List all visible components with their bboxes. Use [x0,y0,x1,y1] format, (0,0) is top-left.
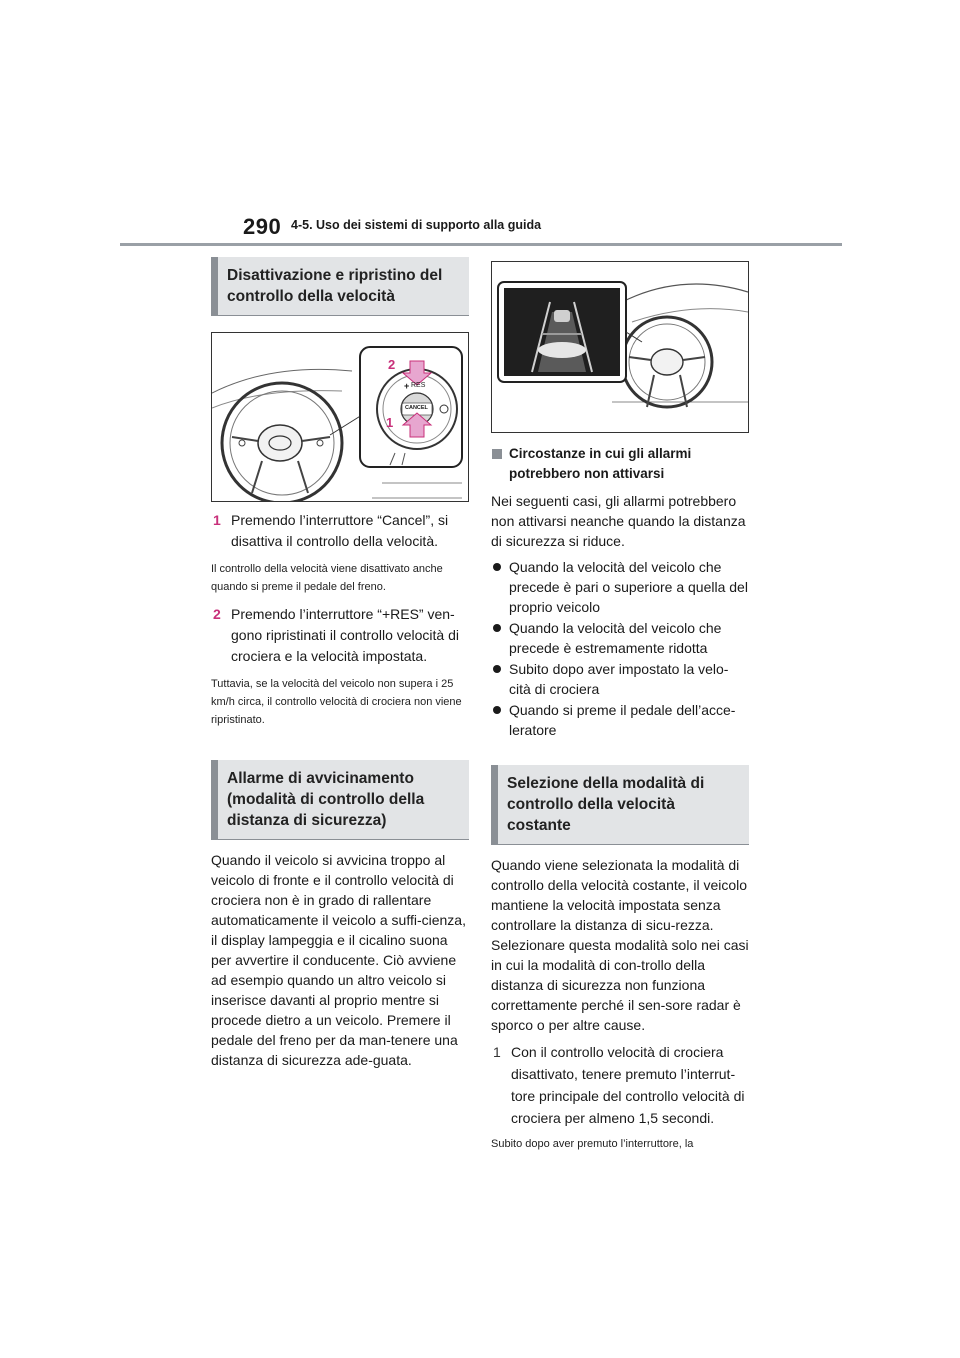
step-number: 2 [213,606,221,622]
square-bullet-icon [492,449,502,459]
left-column [211,257,469,1070]
list-item-text: Quando si preme il pedale dell’acce-leratore [509,702,736,738]
steering-switch-illustration [211,332,469,502]
paragraph-approach-warning: Quando il veicolo si avvicina troppo al veicolo di fronte e il controllo velocità di crociera non è in grado di rallentare automaticamente il veicolo a suffi-cienza, il display lampeggia e il cicalino suona per avvertire il conducente. Ciò avviene ad esempio quando un altro veicolo si inserisce davanti al proprio mentre si procede dietro a un veicolo. Premere il pedale del freno per da man-tenere una distanza di sicurezza ade-guata. [211,852,466,1068]
plus-label: + [404,381,410,391]
sub-heading-alarm-conditions [491,444,749,484]
dashboard-display-illustration [491,261,749,433]
heading-cancel-resume: Disattivazione e ripristino del controllo della velocità [211,257,469,316]
step-text: Premendo l’interruttore “Cancel”, si disattiva il controllo della velocità. [231,512,449,549]
list-item [491,659,749,699]
bullet-dot-icon [493,563,501,571]
alarm-conditions-list [491,557,749,740]
step-number: 1 [493,1044,501,1060]
callout-2: 2 [388,357,396,372]
list-item [491,557,749,617]
cancel-label: CANCEL [405,405,428,411]
step-text: Premendo l’interruttore “+RES” ven-gono ripristinati il controllo velocità di crociera e la velocità impostata. [231,606,459,664]
list-item-text: Quando la velocità del veicolo che precede è estremamente ridotta [509,620,722,656]
callout-1: 1 [386,415,394,430]
step-text: Con il controllo velocità di crociera disattivato, tenere premuto l’interrut-tore principale del controllo velocità di crociera per almeno 1,5 secondi. [511,1044,745,1126]
step-hold-main-switch [491,1041,749,1129]
list-item [491,700,749,740]
res-label: RES [411,382,426,389]
note-brake: Il controllo della velocità viene disattivato anche quando si preme il pedale del freno. [211,563,443,593]
step-cancel [211,510,469,552]
heading-approach-warning: Allarme di avvicinamento (modalità di controllo della distanza di sicurezza) [211,760,469,840]
bullet-dot-icon [493,624,501,632]
steering-wheel-drawing [212,333,468,501]
paragraph-alarm-intro: Nei seguenti casi, gli allarmi potrebbero non attivarsi neanche quando la distanza di sicurezza si riduce. [491,493,746,549]
list-item-text: Subito dopo aver impostato la velo-cità di crociera [509,661,729,697]
list-item-text: Quando la velocità del veicolo che precede è pari o superiore a quella del proprio veicolo [509,559,748,615]
page-number: 290 [243,214,282,239]
note-speed: Tuttavia, se la velocità del veicolo non supera i 25 km/h circa, il controllo velocità di crociera non viene ripristinato. [211,678,462,726]
sub-heading-text: Circostanze in cui gli allarmi potrebbero non attivarsi [509,446,692,481]
dashboard-drawing [492,262,748,432]
note-after-press: Subito dopo aver premuto l’interruttore, la [491,1138,694,1150]
step-resume [211,604,469,667]
bullet-dot-icon [493,706,501,714]
bullet-dot-icon [493,665,501,673]
right-column [491,261,749,1153]
step-number: 1 [213,512,221,528]
heading-constant-speed-mode: Selezione della modalità di controllo della velocità costante [491,765,749,845]
section-title: 4-5. Uso dei sistemi di supporto alla guida [291,218,542,232]
header-divider [120,243,842,246]
list-item [491,618,749,658]
paragraph-constant-speed: Quando viene selezionata la modalità di controllo della velocità costante, il veicolo mantiene la velocità impostata senza controllare la distanza di sicu-rezza. Selezionare questa modalità solo nei casi in cui la modalità di con-trollo della distanza di sicurezza non funziona correttamente perché il sen-sore radar è sporco o per altre cause. [491,857,749,1033]
